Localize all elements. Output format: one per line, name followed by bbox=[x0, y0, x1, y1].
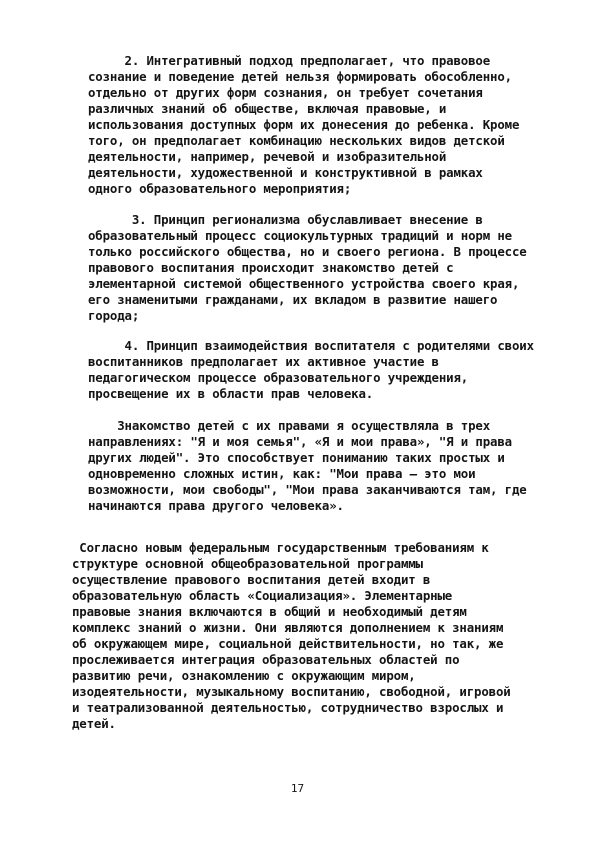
text-line: правового воспитания происходит знакомство детей с bbox=[88, 260, 454, 275]
text-line: того, он предполагает комбинацию нескольких видов детской bbox=[88, 133, 505, 148]
text-line: направлениях: "Я и моя семья", «Я и мои права», "Я и права bbox=[88, 434, 512, 449]
text-line: осуществление правового воспитания детей входит в bbox=[72, 572, 431, 587]
paragraph-integrative-approach bbox=[88, 53, 519, 197]
text-line: элементарной системой общественного устройства своего края, bbox=[88, 276, 520, 291]
text-line: и театрализованной деятельностью, сотрудничество взрослых и bbox=[72, 700, 504, 715]
text-line: структуре основной общеобразовательной программы bbox=[72, 556, 423, 571]
text-line: 3. Принцип регионализма обуславливает внесение в bbox=[88, 212, 483, 227]
text-line: одновременно сложных истин, как: "Мои права – это мои bbox=[88, 466, 476, 481]
text-line: образовательную область «Социализация». Элементарные bbox=[72, 588, 453, 603]
text-line: только российского общества, но и своего региона. В процессе bbox=[88, 244, 527, 259]
text-line: других людей". Это способствует пониманию таких простых и bbox=[88, 450, 505, 465]
text-line: развитию речи, ознакомлению с окружающим миром, bbox=[72, 668, 416, 683]
text-line: детей. bbox=[72, 716, 116, 731]
text-line: комплекс знаний о жизни. Они являются дополнением к знаниям bbox=[72, 620, 504, 635]
text-line: его знаменитыми гражданами, их вкладом в развитие нашего bbox=[88, 292, 498, 307]
text-line: одного образовательного мероприятия; bbox=[88, 181, 352, 196]
paragraph-interaction-principle bbox=[88, 338, 534, 402]
text-line: сознание и поведение детей нельзя формировать обособленно, bbox=[88, 69, 512, 84]
paragraph-federal-requirements bbox=[72, 540, 511, 732]
text-line: начинаются права другого человека». bbox=[88, 498, 344, 513]
text-line: прослеживается интеграция образовательных областей по bbox=[72, 652, 460, 667]
text-line: Знакомство детей с их правами я осуществляла в трех bbox=[88, 418, 491, 433]
text-line: изодеятельности, музыкальному воспитанию, свободной, игровой bbox=[72, 684, 511, 699]
text-line: 2. Интегративный подход предполагает, что правовое bbox=[88, 53, 491, 68]
paragraph-rights-directions bbox=[88, 418, 527, 514]
text-line: деятельности, например, речевой и изобразительной bbox=[88, 149, 447, 164]
text-line: образовательный процесс социокультурных традиций и норм не bbox=[88, 228, 512, 243]
text-line: воспитанников предполагает их активное участие в bbox=[88, 354, 439, 369]
text-line: об окружающем мире, социальной действительности, но так, же bbox=[72, 636, 504, 651]
text-line: различных знаний об обществе, включая правовые, и bbox=[88, 101, 447, 116]
text-line: города; bbox=[88, 308, 140, 323]
text-line: возможности, мои свободы", "Мои права заканчиваются там, где bbox=[88, 482, 527, 497]
text-line: использования доступных форм их донесения до ребенка. Кроме bbox=[88, 117, 520, 132]
paragraph-regionalism-principle bbox=[88, 212, 527, 324]
text-line: педагогическом процессе образовательного учреждения, bbox=[88, 370, 469, 385]
text-line: просвещение их в области прав человека. bbox=[88, 386, 374, 401]
text-line: деятельности, художественной и конструктивной в рамках bbox=[88, 165, 483, 180]
page-number: 17 bbox=[290, 782, 305, 795]
text-line: Согласно новым федеральным государственным требованиям к bbox=[72, 540, 489, 555]
text-line: отдельно от других форм сознания, он требует сочетания bbox=[88, 85, 483, 100]
text-line: 4. Принцип взаимодействия воспитателя с родителями своих bbox=[88, 338, 534, 353]
text-line: правовые знания включаются в общий и необходимый детям bbox=[72, 604, 467, 619]
